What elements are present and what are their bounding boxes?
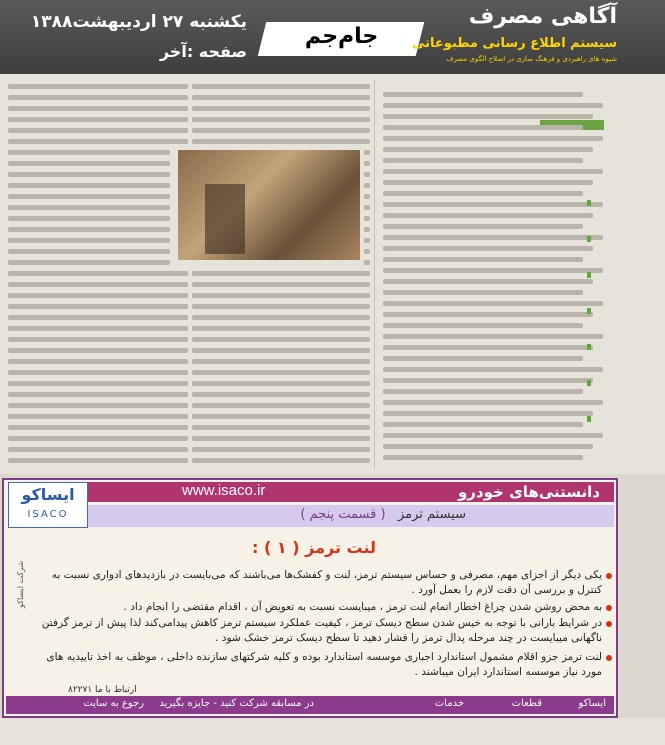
blurred-text-line <box>383 334 603 339</box>
ad-heading: لنت ترمز ( ۱ ) : <box>252 538 376 557</box>
blurred-text-line <box>364 150 370 155</box>
green-marker <box>587 380 591 386</box>
blurred-text-line <box>192 315 370 320</box>
blurred-text-line <box>383 433 603 438</box>
blurred-text-line <box>364 238 370 243</box>
blurred-text-line <box>383 279 593 284</box>
footer-contest-link[interactable]: در مسابقه شرکت کنید - جایزه بگیرید <box>159 698 314 709</box>
blurred-text-line <box>192 392 370 397</box>
newspaper-logo <box>258 22 424 56</box>
blurred-text-line <box>192 326 370 331</box>
blurred-text-line <box>383 136 603 141</box>
blurred-text-line <box>8 414 188 419</box>
blurred-text-line <box>8 282 188 287</box>
bullet-4-text: لنت ترمز جزو اقلام مشمول استاندارد اجباری موسسه استاندارد بوده و کلیه شرکتهای سازنده داخلی ، موظف به اخذ تاییدیه های مورد نیاز موسسه استاندارد ایران میباشند . <box>46 651 602 678</box>
ad-footer <box>6 696 614 714</box>
brand-title: آگاهی مصرف <box>468 4 617 29</box>
blurred-text-line <box>364 216 370 221</box>
blurred-text-line <box>8 425 188 430</box>
blurred-text-line <box>192 403 370 408</box>
blurred-text-line <box>364 205 370 210</box>
blurred-text-line <box>383 389 583 394</box>
blurred-text-line <box>192 84 370 89</box>
blurred-text-line <box>8 238 170 243</box>
blurred-text-line <box>8 458 188 463</box>
blurred-text-line <box>8 304 188 309</box>
blurred-text-line <box>383 103 603 108</box>
blurred-text-line <box>383 444 593 449</box>
blurred-text-line <box>8 172 170 177</box>
blurred-text-line <box>192 139 370 144</box>
page-label: صفحه :آخر <box>159 42 247 61</box>
blurred-text-line <box>8 95 188 100</box>
blurred-text-line <box>8 139 188 144</box>
blurred-text-line <box>192 370 370 375</box>
blurred-text-line <box>383 323 583 328</box>
blurred-text-line <box>8 150 170 155</box>
blurred-text-line <box>383 158 583 163</box>
blurred-text-line <box>8 392 188 397</box>
blurred-text-line <box>8 271 188 276</box>
right-column <box>374 80 615 470</box>
blurred-text-line <box>8 348 188 353</box>
bottom-margin <box>0 718 665 745</box>
blurred-text-line <box>192 128 370 133</box>
footer-site-link[interactable]: رجوع به سایت <box>83 698 144 709</box>
isaco-ad <box>2 478 618 718</box>
blurred-text-line <box>192 348 370 353</box>
bullet-dot <box>606 655 612 661</box>
blurred-text-line <box>364 172 370 177</box>
blurred-text-line <box>383 213 593 218</box>
blurred-text-line <box>192 447 370 452</box>
blurred-text-line <box>192 106 370 111</box>
blurred-text-line <box>383 455 583 460</box>
blurred-text-line <box>383 400 603 405</box>
ad-title-band <box>88 482 614 502</box>
blurred-text-line <box>383 345 593 350</box>
blurred-text-line <box>8 403 188 408</box>
green-marker <box>587 272 591 278</box>
blurred-text-line <box>8 249 170 254</box>
blurred-text-line <box>8 194 170 199</box>
part-label: ( قسمت پنجم ) <box>300 507 386 522</box>
isaco-logo <box>8 482 88 528</box>
isaco-logo-arabic: ایساکو <box>21 485 75 504</box>
brand-tagline: شیوه های راهبردی و فرهنگ سازی در اصلاح الگوی مصرف <box>446 55 617 63</box>
blurred-text-line <box>8 117 188 122</box>
blurred-text-line <box>8 370 188 375</box>
green-marker <box>587 236 591 242</box>
blurred-text-line <box>8 381 188 386</box>
blurred-text-line <box>364 227 370 232</box>
blurred-text-line <box>364 161 370 166</box>
blurred-text-line <box>364 260 370 265</box>
blurred-text-line <box>8 216 170 221</box>
blurred-text-line <box>383 312 593 317</box>
blurred-text-line <box>192 117 370 122</box>
blurred-text-line <box>8 161 170 166</box>
blurred-text-line <box>8 128 188 133</box>
blurred-text-line <box>383 257 583 262</box>
bullet-1-text: یکی دیگر از اجزای مهم، مصرفی و حساس سیستم ترمز، لنت و کفشک‌ها می‌باشند که می‌بایست در بازدیدهای ادواری نسبت به کنترل و بررسی آن دقت لازم را بعمل آورد . <box>51 569 602 596</box>
bullet-dot <box>606 573 612 579</box>
blurred-text-line <box>8 84 188 89</box>
blurred-text-line <box>8 227 170 232</box>
blurred-text-line <box>192 425 370 430</box>
green-marker <box>587 416 591 422</box>
blurred-text-line <box>8 183 170 188</box>
blurred-text-line <box>383 92 583 97</box>
vertical-label: شرکت ایساکو <box>16 560 25 608</box>
blurred-text-line <box>383 169 603 174</box>
contact-note: ارتباط با ما ۸۲۲۷۱ <box>68 685 137 695</box>
blurred-text-line <box>383 246 593 251</box>
blurred-text-line <box>8 326 188 331</box>
green-marker <box>587 308 591 314</box>
green-marker <box>587 200 591 206</box>
blurred-text-line <box>364 249 370 254</box>
blurred-text-line <box>192 337 370 342</box>
blurred-text-line <box>192 271 370 276</box>
blurred-text-line <box>192 293 370 298</box>
blurred-text-line <box>364 194 370 199</box>
blurred-text-line <box>192 95 370 100</box>
blurred-text-line <box>383 180 593 185</box>
ad-url-link[interactable]: www.isaco.ir <box>182 482 266 499</box>
bullet-3-text: در شرایط بارانی با توجه به خیس شدن سطح دیسک ترمز ، کیفیت عملکرد سیستم ترمز کاهش پیدامی‌کند لذا پیش از ترمز گرفتن ناگهانی میبایست در چند مرحله پدال ترمز را فشار دهید تا سطح دیسک ترمز خشک شود . <box>41 617 602 644</box>
blurred-text-line <box>383 411 593 416</box>
footer-services-link[interactable]: خدمات <box>434 698 464 709</box>
blurred-text-line <box>383 356 583 361</box>
blurred-text-line <box>383 268 603 273</box>
blurred-text-line <box>8 447 188 452</box>
blurred-text-line <box>383 378 593 383</box>
blurred-text-line <box>8 293 188 298</box>
blurred-text-line <box>8 436 188 441</box>
blurred-text-line <box>192 304 370 309</box>
blurred-text-line <box>383 202 603 207</box>
blurred-text-line <box>192 458 370 463</box>
isaco-logo-latin: ISACO <box>27 509 69 520</box>
blurred-text-line <box>383 147 593 152</box>
blurred-text-line <box>192 436 370 441</box>
bullet-4 <box>34 650 602 680</box>
blurred-text-line <box>192 282 370 287</box>
blurred-text-line <box>364 183 370 188</box>
footer-parts-link[interactable]: قطعات <box>511 698 542 709</box>
brand-subtitle: سیستم اطلاع رسانی مطبوعاتی <box>412 36 617 51</box>
ad-system-label <box>300 507 466 522</box>
bullet-2-text: به محض روشن شدن چراغ اخطار اتمام لنت ترمز ، میبایست نسبت به تعویض آن ، اقدام مقتضی را انجام داد . <box>123 601 602 613</box>
blurred-text-line <box>8 359 188 364</box>
blurred-text-line <box>383 224 583 229</box>
blurred-text-line <box>383 235 603 240</box>
header-banner <box>0 0 665 74</box>
bullet-dot <box>606 621 612 627</box>
bullet-2 <box>34 600 602 615</box>
bullet-1 <box>34 568 602 598</box>
blurred-text-line <box>192 359 370 364</box>
bullet-dot <box>606 605 612 611</box>
ad-title: دانستنی‌های خودرو <box>457 483 600 501</box>
green-marker <box>587 344 591 350</box>
photo-figure <box>205 184 245 254</box>
footer-isaco-link[interactable]: ایساکو <box>578 698 606 709</box>
system-name: سیستم ترمز <box>397 507 466 522</box>
blurred-text-line <box>8 260 170 265</box>
blurred-text-line <box>383 301 603 306</box>
blurred-text-line <box>8 205 170 210</box>
blurred-text-line <box>383 125 583 130</box>
blurred-text-line <box>192 414 370 419</box>
blurred-text-line <box>383 114 593 119</box>
blurred-text-line <box>8 106 188 111</box>
blurred-text-line <box>383 191 583 196</box>
bullet-3 <box>34 616 602 646</box>
issue-date: یکشنبه ۲۷ اردیبهشت۱۳۸۸ <box>30 12 247 32</box>
blurred-text-line <box>383 290 583 295</box>
blurred-text-line <box>192 381 370 386</box>
blurred-text-line <box>8 315 188 320</box>
blurred-text-line <box>383 422 583 427</box>
blurred-text-line <box>383 367 603 372</box>
blurred-text-line <box>8 337 188 342</box>
newspaper-logo-text: جام‌جم <box>304 24 379 49</box>
